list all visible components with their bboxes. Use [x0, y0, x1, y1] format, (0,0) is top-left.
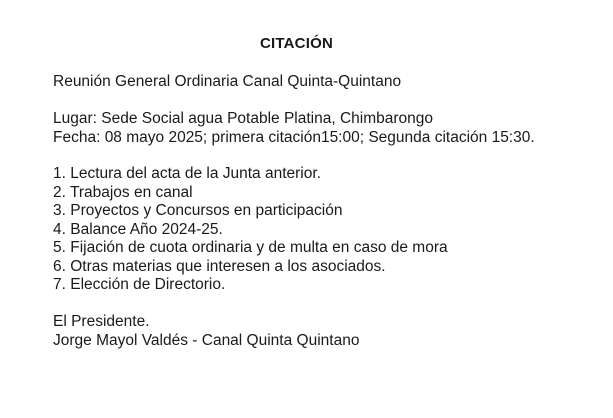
meeting-heading [53, 73, 401, 92]
agenda-item: 4. Balance Año 2024-25. [53, 220, 223, 238]
document-title: CITACIÓN [260, 35, 333, 52]
agenda-item: 2. Trabajos en canal [53, 183, 193, 201]
meeting-name: Reunión General Ordinaria Canal Quinta-Quintano [53, 73, 402, 90]
meeting-place: Lugar: Sede Social agua Potable Platina, Chimbarongo [53, 110, 434, 127]
agenda-item: 3. Proyectos y Concursos en participación [53, 202, 343, 219]
meeting-date: Fecha: 08 mayo 2025; primera citación15:00; Segunda citación 15:30. [53, 128, 535, 146]
signature-block [53, 313, 359, 350]
agenda-item: 5. Fijación de cuota ordinaria y de multa en caso de mora [53, 239, 448, 256]
agenda-item: 7. Elección de Directorio. [53, 276, 226, 293]
signature-name: Jorge Mayol Valdés - Canal Quinta Quintano [53, 331, 360, 349]
agenda-item: 1. Lectura del acta de la Junta anterior. [53, 165, 321, 182]
meeting-details [53, 110, 535, 147]
agenda-item: 6. Otras materias que interesen a los asociados. [53, 257, 386, 275]
agenda-list [53, 165, 448, 295]
signature-role: El Presidente. [53, 313, 150, 330]
